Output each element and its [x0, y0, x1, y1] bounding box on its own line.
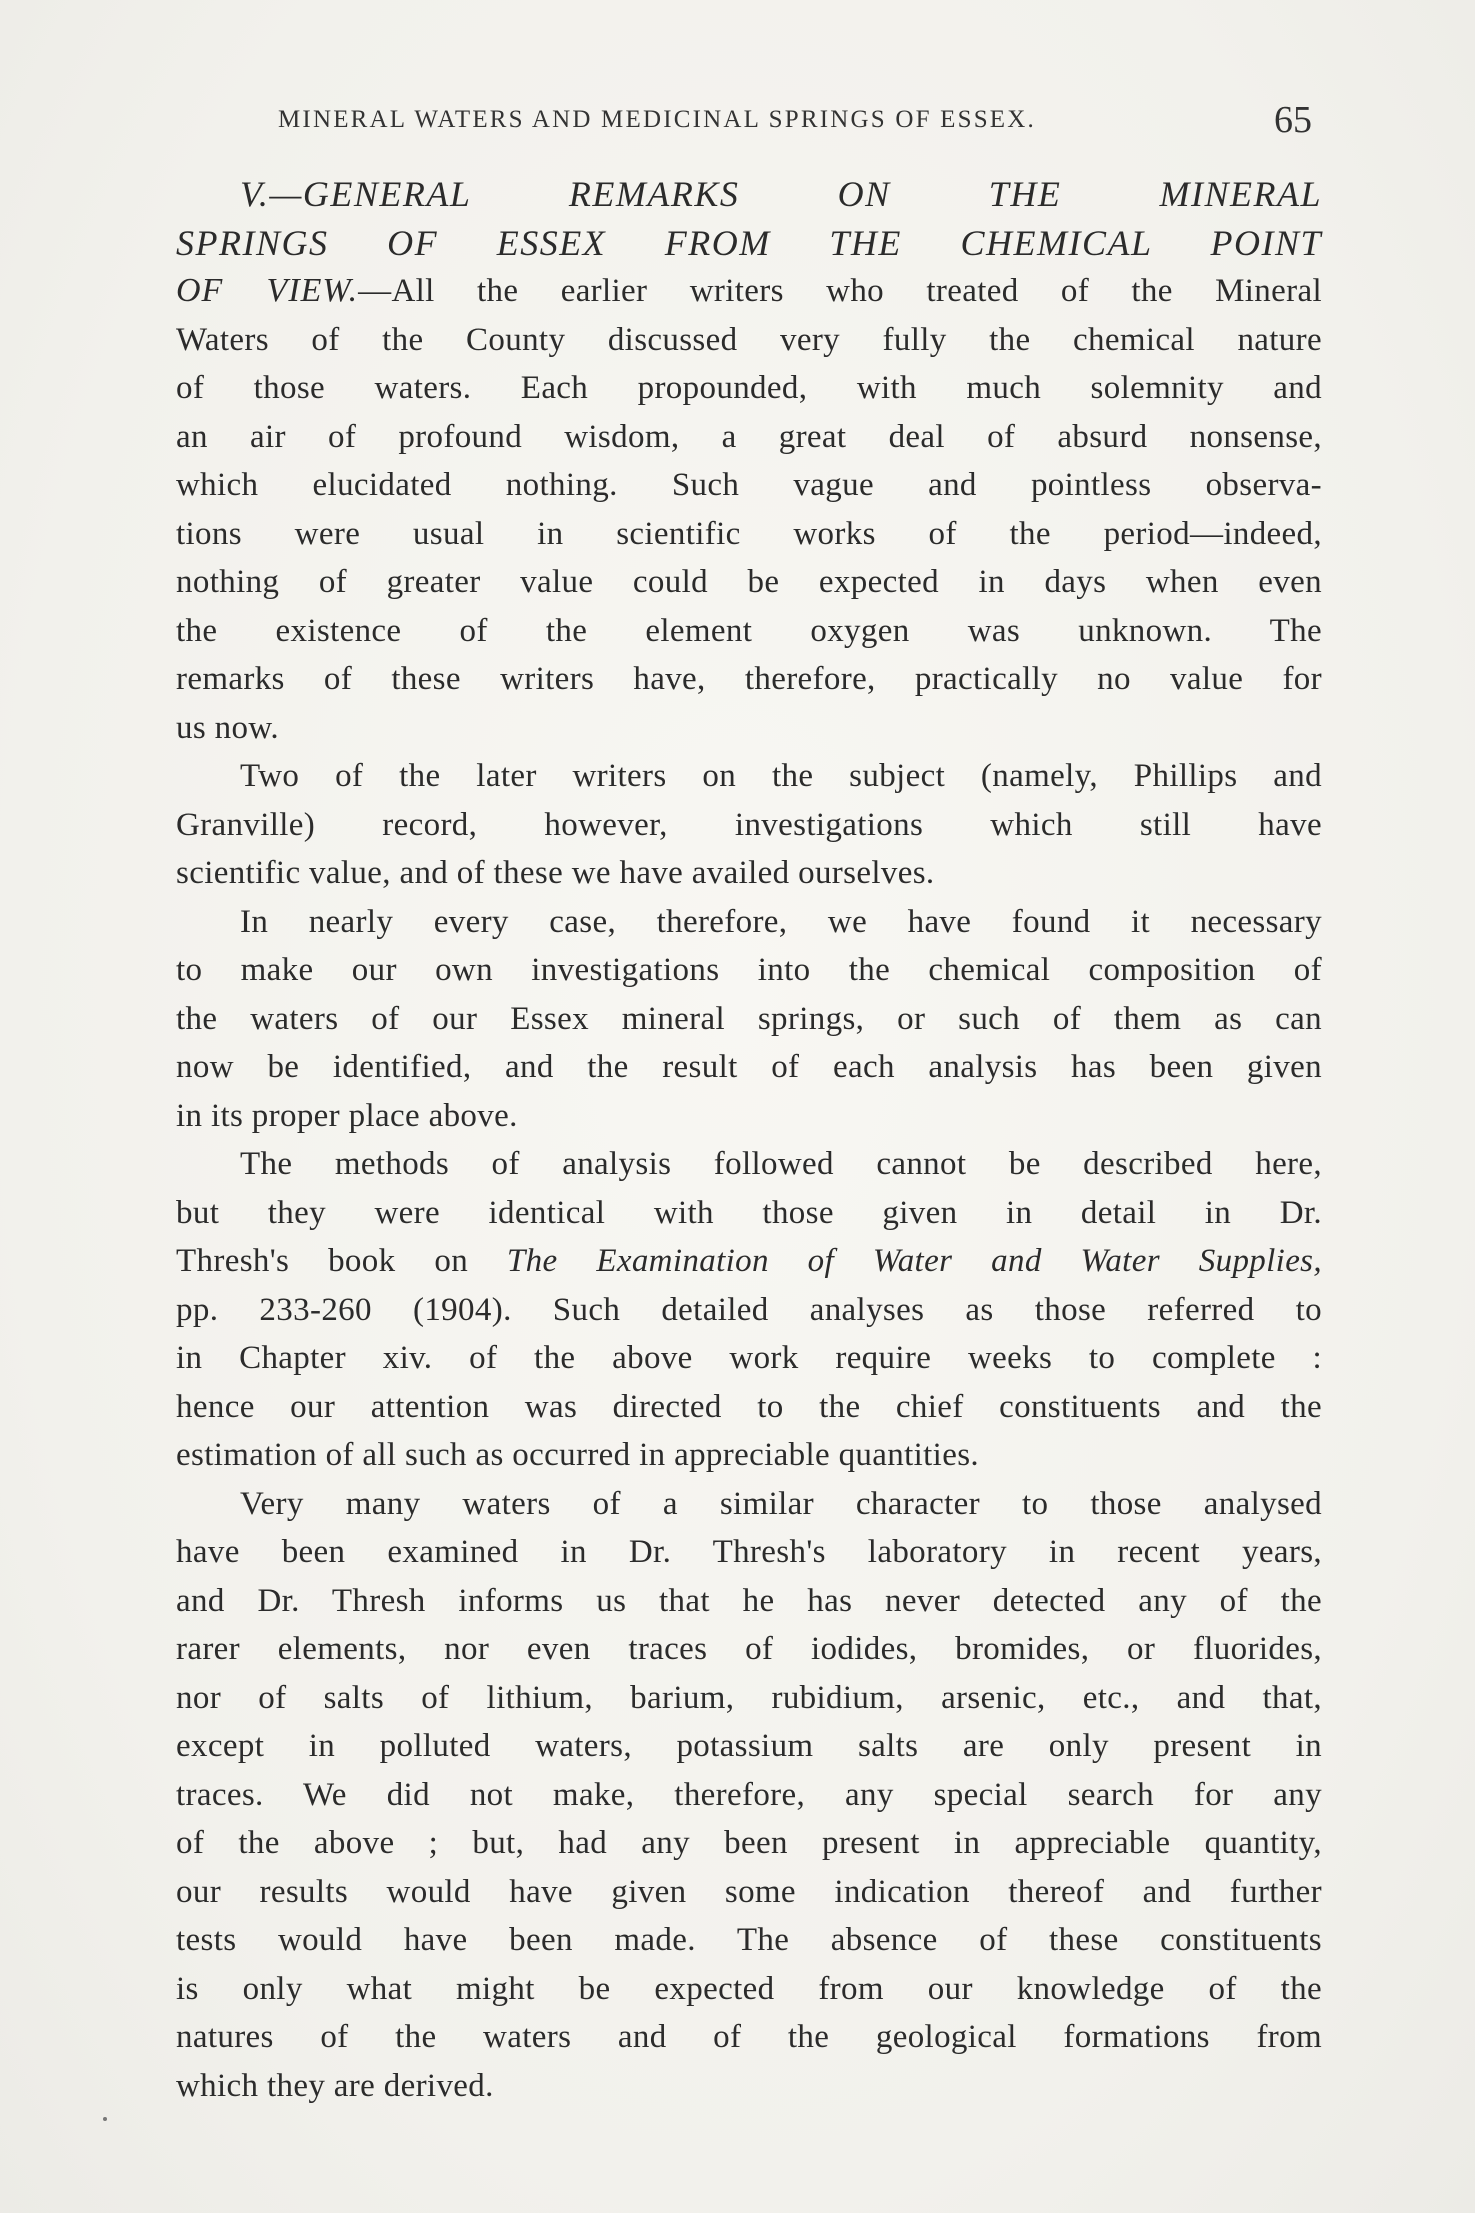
paragraph-line: OF VIEW.—All the earlier writers who treated of the Mineral — [176, 272, 1322, 309]
paragraph-line: The methods of analysis followed cannot be described here, — [240, 1146, 1322, 1182]
paragraph-line: but they were identical with those given in detail in Dr. — [176, 1194, 1322, 1231]
paragraph-line: tions were usual in scientific works of the period—indeed, — [176, 515, 1322, 552]
paragraph-line: which they are derived. — [176, 2067, 494, 2104]
paragraph-line: except in polluted waters, potassium salts are only present in — [176, 1728, 1322, 1764]
paragraph-line: the waters of our Essex mineral springs, or such of them as can — [176, 1000, 1322, 1037]
paragraph-line: nor of salts of lithium, barium, rubidium, arsenic, etc., and that, — [176, 1679, 1322, 1716]
paragraph-line: the existence of the element oxygen was unknown. The — [176, 612, 1322, 649]
running-title: MINERAL WATERS AND MEDICINAL SPRINGS OF ESSEX. — [278, 106, 1036, 133]
paragraph-line: Thresh's book on The Examination of Water and Water Supplies, — [176, 1243, 1322, 1279]
paragraph-line: is only what might be expected from our knowledge of the — [176, 1970, 1322, 2007]
section-heading-tail: OF VIEW. — [176, 272, 359, 309]
paper-speck — [103, 2117, 107, 2121]
paragraph-line: in Chapter xiv. of the above work require weeks to complete : — [176, 1340, 1322, 1376]
paragraph-line: Very many waters of a similar character to those analysed — [240, 1485, 1322, 1522]
section-heading-line: SPRINGS OF ESSEX FROM THE CHEMICAL POINT — [176, 222, 1322, 263]
paragraph-line: to make our own investigations into the chemical composition of — [176, 952, 1322, 988]
paragraph-line: of those waters. Each propounded, with much solemnity and — [176, 370, 1322, 406]
paragraph-line: pp. 233-260 (1904). Such detailed analyses as those referred to — [176, 1291, 1322, 1328]
paragraph-line: our results would have given some indication thereof and further — [176, 1873, 1322, 1910]
book-title: The Examination of Water and Water Supplies, — [506, 1243, 1322, 1279]
paragraph-line: hence our attention was directed to the chief constituents and the — [176, 1388, 1322, 1425]
paragraph-line: scientific value, and of these we have availed ourselves. — [176, 855, 935, 891]
paragraph-line: remarks of these writers have, therefore, practically no value for — [176, 661, 1322, 697]
paragraph-line: and Dr. Thresh informs us that he has never detected any of the — [176, 1582, 1322, 1619]
section-heading-line: V.—GENERAL REMARKS ON THE MINERAL — [240, 174, 1322, 214]
paragraph-line: nothing of greater value could be expected in days when even — [176, 564, 1322, 600]
paragraph-line: estimation of all such as occurred in appreciable quantities. — [176, 1437, 979, 1473]
page-number: 65 — [1274, 99, 1312, 141]
paragraph-line: tests would have been made. The absence of these constituents — [176, 1922, 1322, 1958]
paragraph-line: rarer elements, nor even traces of iodides, bromides, or fluorides, — [176, 1631, 1322, 1667]
paragraph-line: Granville) record, however, investigations which still have — [176, 806, 1322, 843]
paragraph-line: us now. — [176, 709, 279, 746]
paragraph-line: natures of the waters and of the geological formations from — [176, 2019, 1322, 2055]
paragraph-line: which elucidated nothing. Such vague and pointless observa- — [176, 467, 1322, 503]
paragraph-line: have been examined in Dr. Thresh's laboratory in recent years, — [176, 1534, 1322, 1570]
paragraph-line: now be identified, and the result of each analysis has been given — [176, 1049, 1322, 1085]
paragraph-line: in its proper place above. — [176, 1097, 518, 1134]
paragraph-line: traces. We did not make, therefore, any special search for any — [176, 1776, 1322, 1813]
body-text — [176, 170, 1322, 2110]
paragraph-line: Waters of the County discussed very fully the chemical nature — [176, 321, 1322, 358]
running-head — [278, 98, 1318, 141]
paragraph-line: of the above ; but, had any been present in appreciable quantity, — [176, 1825, 1322, 1861]
paragraph-line: an air of profound wisdom, a great deal of absurd nonsense, — [176, 418, 1322, 455]
paragraph-line: In nearly every case, therefore, we have found it necessary — [240, 903, 1322, 940]
paragraph-line: Two of the later writers on the subject (namely, Phillips and — [240, 758, 1322, 794]
